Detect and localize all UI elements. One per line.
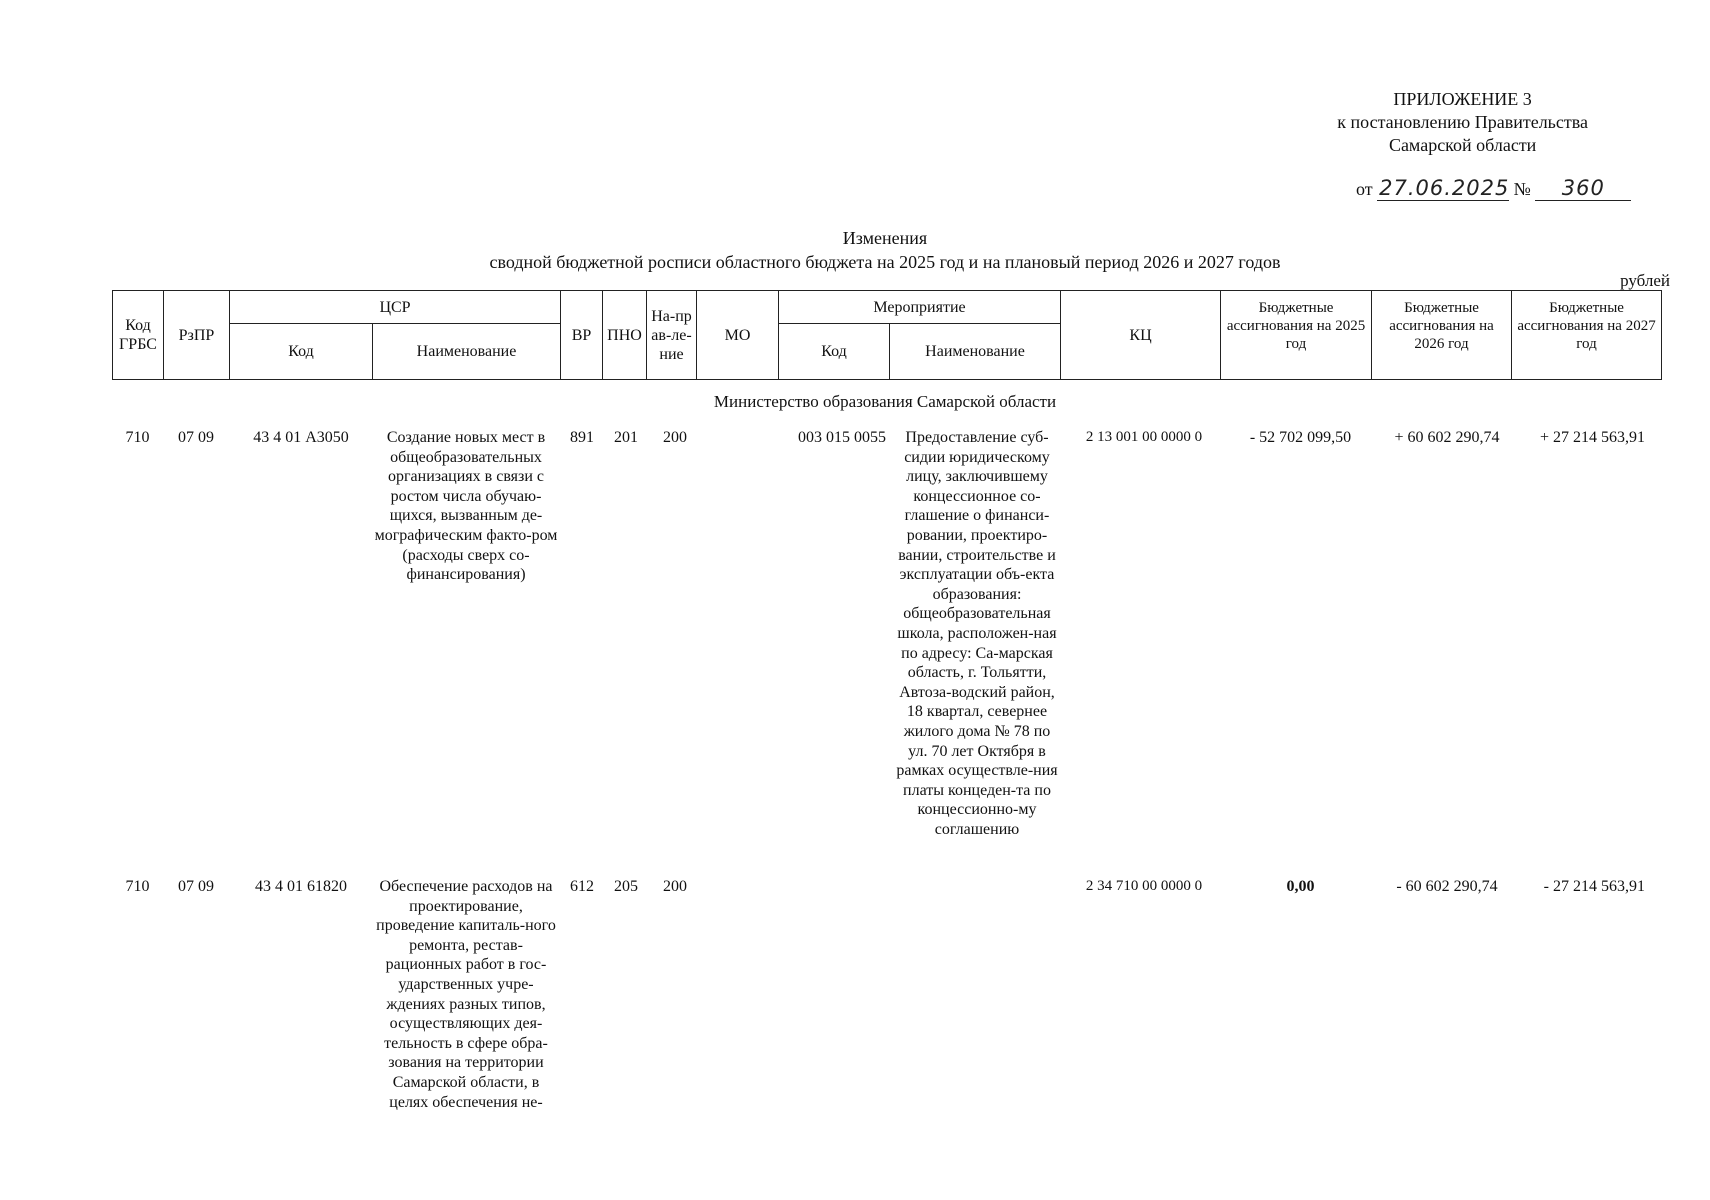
number-label: № xyxy=(1513,179,1531,199)
appendix-line2: к постановлению Правительства xyxy=(1337,112,1588,132)
row-rzpr: 07 09 xyxy=(178,429,214,446)
row-grbs: 710 xyxy=(125,878,150,895)
decree-date: 27.06.2025 xyxy=(1379,176,1510,200)
header-meropr-kod: Код xyxy=(779,324,890,380)
row-budget-2027: - 27 214 563,91 xyxy=(1543,878,1645,895)
header-meropriyatie: Мероприятие xyxy=(779,291,1061,324)
header-pno: ПНО xyxy=(603,291,647,380)
row-kc: 2 34 710 00 0000 0 xyxy=(1085,878,1203,894)
row-budget-2025: - 52 702 099,50 xyxy=(1249,429,1352,446)
row-budget-2026: - 60 602 290,74 xyxy=(1396,878,1498,895)
row-budget-2026: + 60 602 290,74 xyxy=(1394,429,1500,446)
row-grbs: 710 xyxy=(125,429,150,446)
title-line1: Изменения xyxy=(842,228,928,248)
row-vr: 612 xyxy=(570,878,594,895)
row-csr-name: Создание новых мест в общеобразовательных организациях в связи с ростом числа обучаю-щихся, вызванным де-мографическим факто-ром (расходы сверх со-финансирования) xyxy=(374,429,558,584)
appendix-line3: Самарской области xyxy=(1388,135,1537,155)
appendix-block xyxy=(1337,88,1588,157)
document-title xyxy=(0,226,1710,274)
header-vr: ВР xyxy=(561,291,603,380)
appendix-title: ПРИЛОЖЕНИЕ 3 xyxy=(1393,89,1532,109)
row-pno: 201 xyxy=(614,429,638,446)
header-csr-name: Наименование xyxy=(373,324,561,380)
header-csr: ЦСР xyxy=(230,291,561,324)
row-csr-name: Обеспечение расходов на проектирование, проведение капиталь-ного ремонта, рестав-рационных работ в гос-ударственных учре-ждениях разных типов, осуществляющих дея-тельность в сфере обра-зования на территории Самарской области, в целях обеспечения не- xyxy=(376,878,556,1111)
row-budget-2025: 0,00 xyxy=(1286,878,1315,895)
row-meropr-kod: 003 015 0055 xyxy=(798,429,886,446)
units-label: рублей xyxy=(1620,271,1670,290)
table-header xyxy=(112,290,1662,380)
row-budget-2027: + 27 214 563,91 xyxy=(1539,429,1645,446)
date-prefix: от xyxy=(1356,179,1373,199)
header-budget-2027: Бюджетные ассигнования на 2027 год xyxy=(1512,291,1662,380)
decree-number: 360 xyxy=(1535,176,1631,201)
row-vr: 891 xyxy=(570,429,594,446)
title-line2: сводной бюджетной росписи областного бюджета на 2025 год и на плановый период 2026 и 2027 годов xyxy=(489,252,1281,272)
row-kc: 2 13 001 00 0000 0 xyxy=(1085,429,1203,445)
header-napravlenie: На-прав-ле-ние xyxy=(647,291,697,380)
row-csr-kod: 43 4 01 А3050 xyxy=(253,429,349,446)
header-kc: КЦ xyxy=(1061,291,1221,380)
header-budget-2026: Бюджетные ассигнования на 2026 год xyxy=(1372,291,1512,380)
header-mo: МО xyxy=(697,291,779,380)
row-napravlenie: 200 xyxy=(663,429,687,446)
header-rzpr: РзПР xyxy=(164,291,230,380)
row-meropr-name: Предоставление суб-сидии юридическому лицу, заключившему концессионное со-глашение о финанси-ровании, проектиро-вании, строительстве и эксплуатации объ-екта образования: общеобразовательная школа, расположен-ная по адресу: Са-марская область, г. Тольятти, Автоза-водский район, 18 квартал, севернее жилого дома № 78 по ул. 70 лет Октября в рамках осуществле-ния платы концеден-та по концессионно-му соглашению xyxy=(896,429,1058,838)
row-rzpr: 07 09 xyxy=(178,878,214,895)
header-kod-grbs: Код ГРБС xyxy=(113,291,164,380)
decree-dateline xyxy=(1356,176,1631,201)
row-napravlenie: 200 xyxy=(663,878,687,895)
row-csr-kod: 43 4 01 61820 xyxy=(255,878,347,895)
row-pno: 205 xyxy=(614,878,638,895)
header-meropr-name: Наименование xyxy=(890,324,1061,380)
ministry-heading: Министерство образования Самарской области xyxy=(713,392,1057,411)
header-csr-kod: Код xyxy=(230,324,373,380)
header-budget-2025: Бюджетные ассигнования на 2025 год xyxy=(1221,291,1372,380)
